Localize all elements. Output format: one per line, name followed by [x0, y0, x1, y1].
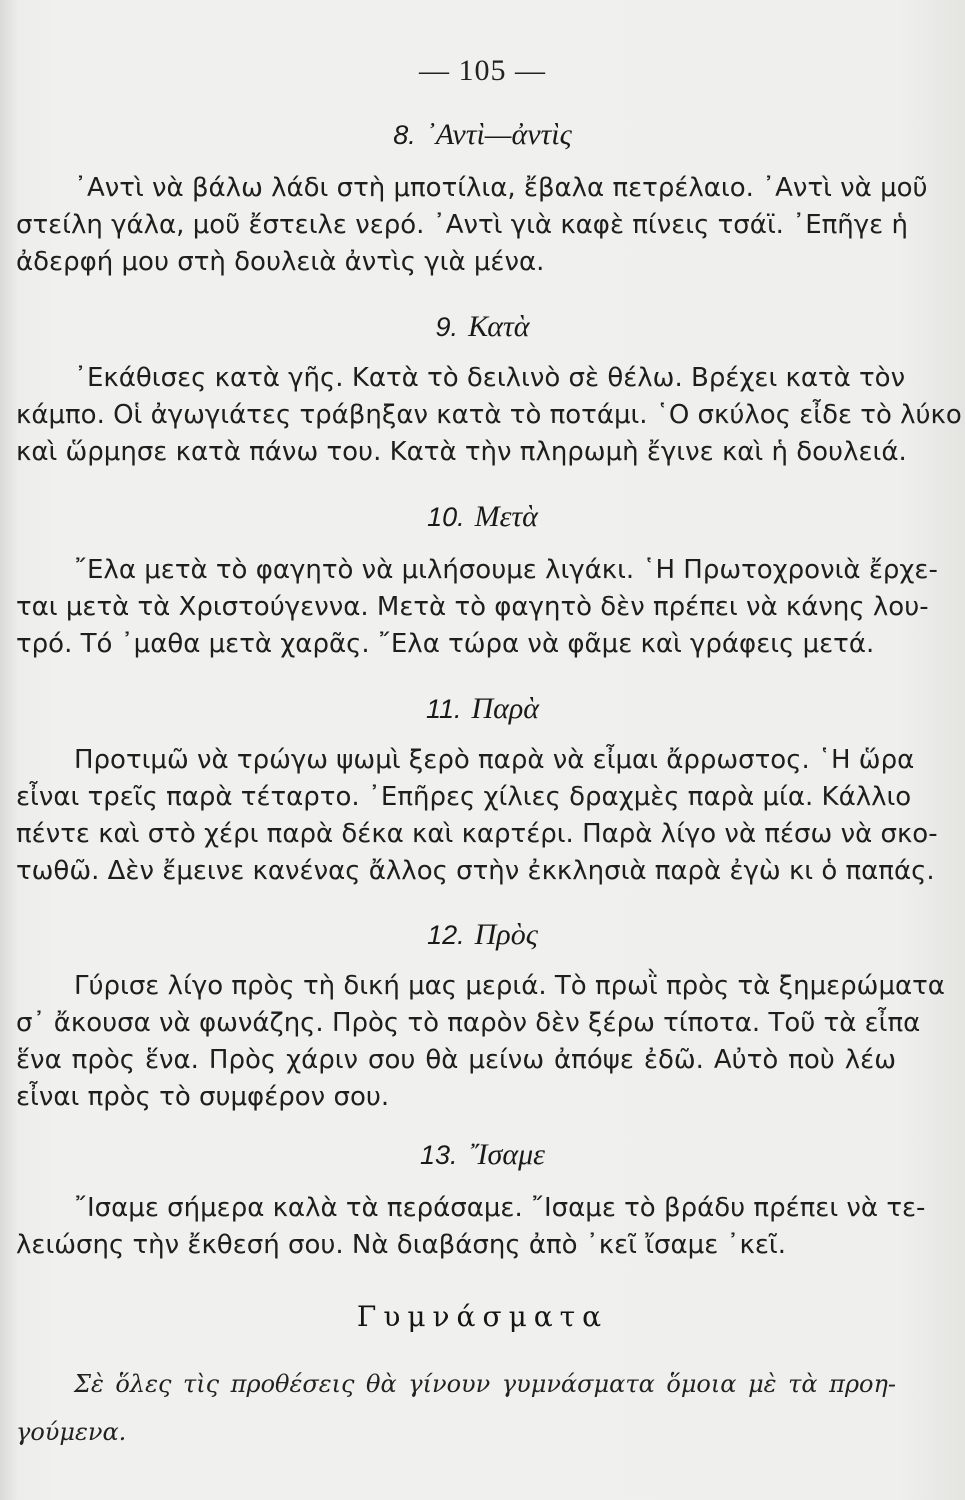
text-line: Σὲ ὅλες τὶς προθέσεις θὰ γίνουν γυμνάσματα ὅμοια μὲ τὰ προη- [74, 1370, 896, 1398]
section-heading-13 [0, 1138, 965, 1172]
section-title: Πρὸς [474, 918, 538, 951]
page-number: — 105 — [419, 54, 546, 87]
section-title: ᾿Αντὶ—ἀντὶς [425, 118, 572, 151]
text-line: ται μετὰ τὰ Χριστούγεννα. Μετὰ τὸ φαγητὸ δὲν πρέπει νὰ κάνης λου- [16, 592, 929, 622]
section-heading-10 [0, 500, 965, 534]
text-line: ᾿Εκάθισες κατὰ γῆς. Κατὰ τὸ δειλινὸ σὲ θέλω. Βρέχει κατὰ τὸν [74, 363, 906, 393]
text-line: γούμενα. [16, 1418, 127, 1446]
text-line: εἶναι τρεῖς παρὰ τέταρτο. ᾿Επῆρες χίλιες δραχμὲς παρὰ μία. Κάλλιο [16, 782, 912, 812]
text-line: ῎Ελα μετὰ τὸ φαγητὸ νὰ μιλήσουμε λιγάκι. ῾Η Πρωτοχρονιὰ ἔρχε- [74, 555, 938, 585]
section-number: 13. [420, 1140, 458, 1170]
section-title: Παρὰ [471, 692, 540, 725]
text-line: τρό. Τό ᾿μαθα μετὰ χαρᾶς. ῎Ελα τώρα νὰ φᾶμε καὶ γράφεις μετά. [16, 629, 875, 659]
exercises-body [16, 1360, 896, 1456]
section-number: 10. [427, 502, 465, 532]
section-body-11 [16, 742, 938, 890]
section-heading-12 [0, 918, 965, 952]
text-line: λειώσης τὴν ἔκθεσή σου. Νὰ διαβάσης ἀπὸ ᾿κεῖ ἴσαμε ᾿κεῖ. [16, 1230, 786, 1260]
text-line: πέντε καὶ στὸ χέρι παρὰ δέκα καὶ καρτέρι. Παρὰ λίγο νὰ πέσω νὰ σκο- [16, 819, 938, 849]
text-line: κάμπο. Οἱ ἀγωγιάτες τράβηξαν κατὰ τὸ ποτάμι. ῾Ο σκύλος εἶδε τὸ λύκο [16, 400, 962, 430]
section-body-9 [16, 360, 962, 471]
text-line: καὶ ὥρμησε κατὰ πάνω του. Κατὰ τὴν πληρωμὴ ἔγινε καὶ ἡ δουλειά. [16, 437, 907, 467]
section-number: 11. [425, 694, 462, 724]
section-body-10 [16, 552, 938, 663]
text-line: στείλη γάλα, μοῦ ἔστειλε νερό. ᾿Αντὶ γιὰ καφὲ πίνεις τσάϊ. ᾿Επῆγε ἡ [16, 210, 908, 240]
text-line: ᾿Αντὶ νὰ βάλω λάδι στὴ μποτίλια, ἔβαλα πετρέλαιο. ᾿Αντὶ νὰ μοῦ [74, 173, 928, 203]
text-line: ῎Ισαμε σήμερα καλὰ τὰ περάσαμε. ῎Ισαμε τὸ βράδυ πρέπει νὰ τε- [74, 1193, 926, 1223]
section-title: Μετὰ [474, 500, 538, 533]
text-line: τωθῶ. Δὲν ἔμεινε κανένας ἄλλος στὴν ἐκκλησιὰ παρὰ ἐγὼ κι ὁ παπάς. [16, 856, 935, 886]
section-heading-9 [0, 310, 965, 344]
text-line: ἕνα πρὸς ἕνα. Πρὸς χάριν σου θὰ μείνω ἀπόψε ἐδῶ. Αὐτὸ ποὺ λέω [16, 1045, 896, 1075]
section-body-12 [16, 968, 945, 1116]
text-line: Προτιμῶ νὰ τρώγω ψωμὶ ξερὸ παρὰ νὰ εἶμαι ἄρρωστος. ῾Η ὥρα [74, 745, 915, 775]
section-title: Κατὰ [468, 310, 530, 343]
text-line: Γύρισε λίγο πρὸς τὴ δική μας μεριά. Τὸ πρωῒ πρὸς τὰ ξημερώματα [74, 971, 945, 1001]
text-line: σ᾿ ἄκουσα νὰ φωνάζης. Πρὸς τὸ παρὸν δὲν ξέρω τίποτα. Τοῦ τὰ εἶπα [16, 1008, 921, 1038]
section-body-8 [16, 170, 928, 281]
section-number: 9. [435, 312, 459, 342]
section-title: ῎Ισαμε [467, 1138, 545, 1171]
section-heading-8 [0, 118, 965, 152]
text-line: εἶναι πρὸς τὸ συμφέρον σου. [16, 1082, 390, 1112]
section-number: 8. [393, 120, 416, 150]
section-body-13 [16, 1190, 926, 1264]
section-number: 12. [427, 920, 465, 950]
exercises-title: Γυμνάσματα [356, 1300, 609, 1333]
text-line: ἀδερφή μου στὴ δουλειὰ ἀντὶς γιὰ μένα. [16, 247, 545, 277]
section-heading-11 [0, 692, 965, 726]
